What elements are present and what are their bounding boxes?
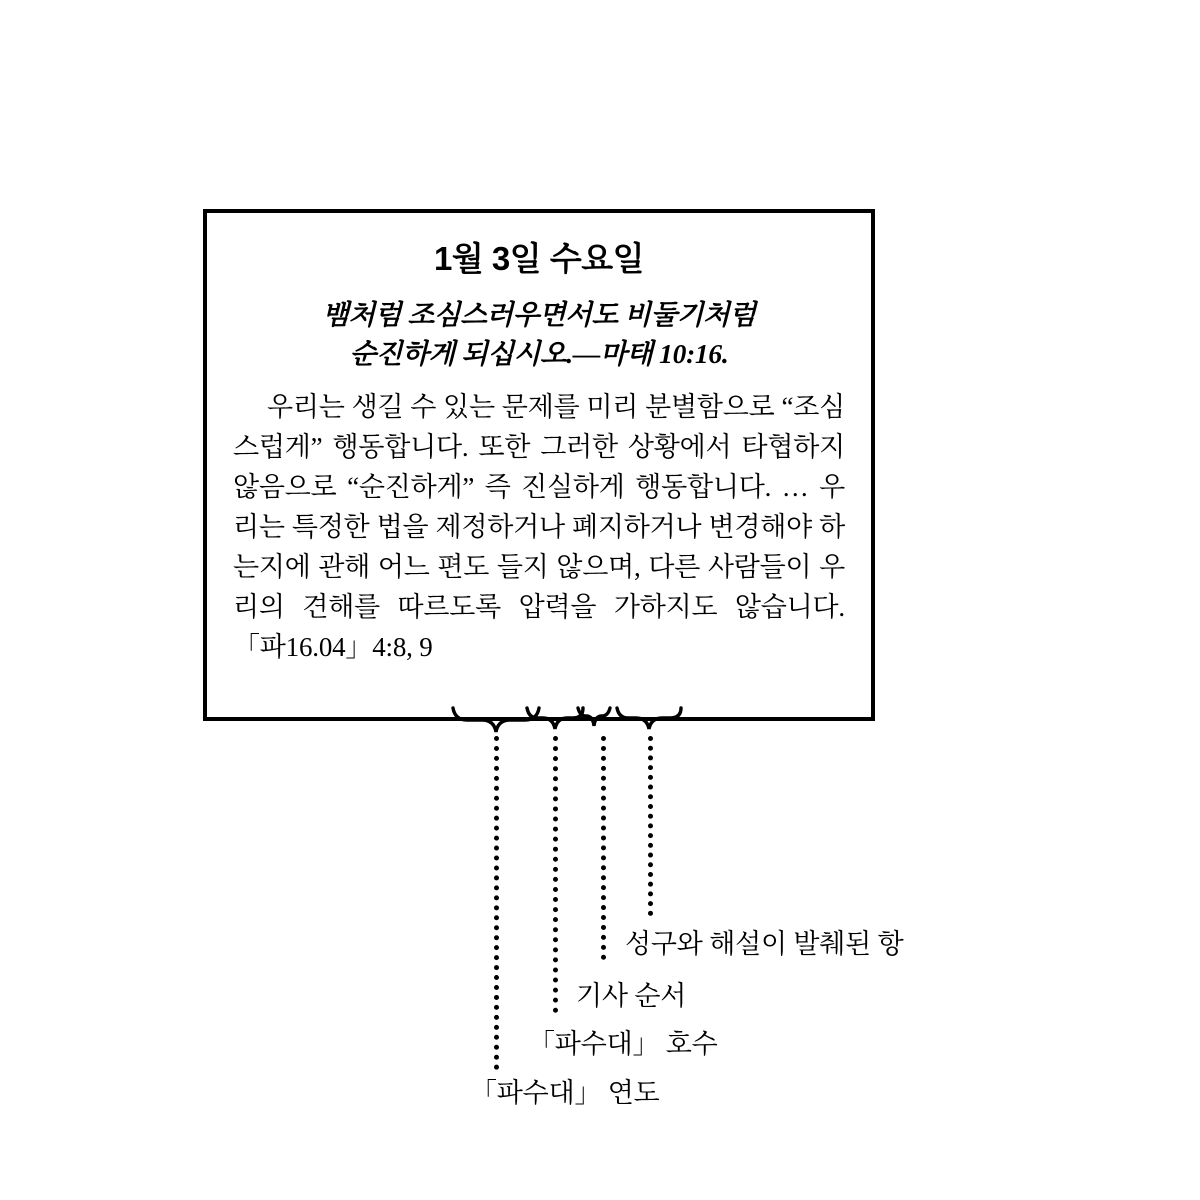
leader-line-year [494,736,499,1070]
theme-scripture-line-1: 뱀처럼 조심스러우면서도 비둘기처럼 [322,298,756,330]
daily-text-card-inner [207,213,871,668]
theme-scripture [233,295,845,375]
daily-text-card [203,209,875,721]
commentary-paragraph [233,388,845,668]
theme-scripture-line-2: 순진하게 되십시오.—마태 10:16. [349,338,729,370]
legend-label-watchtower-issue: 「파수대」 호수 [528,1029,718,1059]
page-title: 1월 3일 수요일 [434,240,644,277]
leader-line-paragraphs [648,736,653,916]
leader-line-order [601,736,606,960]
legend-label-article-paragraphs: 성구와 해설이 발췌된 항 [625,929,904,959]
source-reference: 「파16.04」4:8, 9 [233,632,433,663]
legend-label-article-order: 기사 순서 [576,981,687,1011]
commentary-text: 우리는 생길 수 있는 문제를 미리 분별함으로 “조심스럽게” 행동합니다. 또한 그러한 상황에서 타협하지 않음으로 “순진하게” 즉 진실하게 행동합니다. … 우리는 특정한 법을 제정하거나 폐지하거나 변경해야 하는지에 관해 어느 편도 들지 않으며, 다른 사람들이 우리의 견해를 따르도록 압력을 가하지도 않습니다. [233,392,845,623]
leader-line-issue [553,736,558,1013]
legend-label-watchtower-year: 「파수대」 연도 [470,1078,660,1108]
